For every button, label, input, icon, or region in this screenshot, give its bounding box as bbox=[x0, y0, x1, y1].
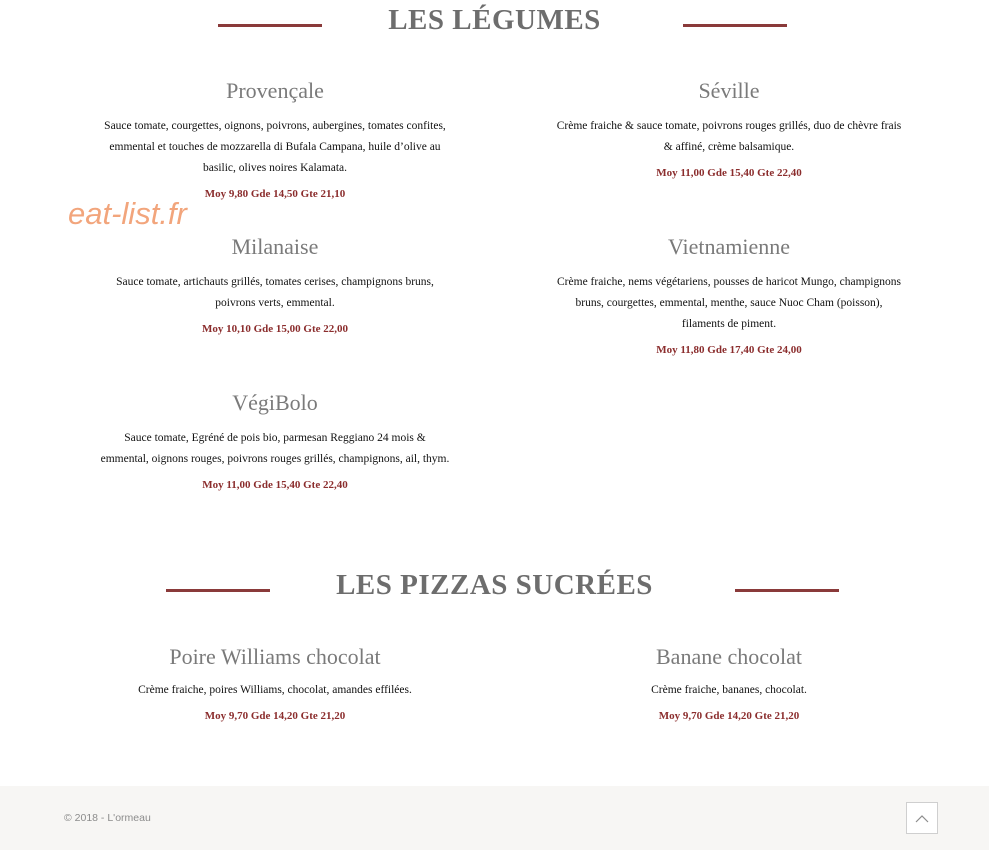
menu-item bbox=[554, 234, 904, 356]
menu-item bbox=[100, 644, 450, 722]
section-heading-pizzas-sucrees bbox=[0, 569, 989, 602]
menu-item bbox=[554, 644, 904, 722]
item-price: Moy 11,00 Gde 15,40 Gte 22,40 bbox=[202, 479, 348, 491]
item-description: Sauce tomate, Egréné de pois bio, parmesan Reggiano 24 mois & emmental, oignons rouges, poivrons rouges grillés, champignons, ail, thym. bbox=[100, 432, 450, 465]
item-description: Crème fraiche & sauce tomate, poivrons rouges grillés, duo de chèvre frais & affiné, crème balsamique. bbox=[556, 120, 902, 153]
menu-item bbox=[100, 234, 450, 335]
item-price: Moy 9,80 Gde 14,50 Gte 21,10 bbox=[204, 188, 346, 200]
item-name: Banane chocolat bbox=[656, 644, 802, 669]
scroll-to-top-button[interactable] bbox=[906, 802, 938, 834]
watermark-logo: eat-list.fr bbox=[68, 196, 187, 231]
item-description: Crème fraiche, poires Williams, chocolat, amandes effilées. bbox=[138, 684, 412, 696]
copyright-text: © 2018 - L'ormeau bbox=[64, 812, 151, 824]
chevron-up-icon bbox=[915, 814, 929, 823]
menu-item bbox=[100, 78, 450, 200]
section-title: LES LÉGUMES bbox=[388, 4, 601, 36]
item-price: Moy 9,70 Gde 14,20 Gte 21,20 bbox=[658, 710, 800, 722]
item-name: Vietnamienne bbox=[667, 234, 791, 259]
item-name: Poire Williams chocolat bbox=[169, 644, 381, 669]
section-heading-legumes bbox=[0, 4, 989, 37]
site-footer bbox=[0, 786, 989, 850]
item-price: Moy 9,70 Gde 14,20 Gte 21,20 bbox=[204, 710, 346, 722]
section-title: LES PIZZAS SUCRÉES bbox=[336, 569, 653, 601]
item-name: VégiBolo bbox=[232, 390, 318, 415]
item-name: Séville bbox=[698, 78, 760, 103]
menu-item bbox=[100, 390, 450, 491]
item-name: Provençale bbox=[226, 78, 324, 103]
item-description: Crème fraiche, nems végétariens, pousses de haricot Mungo, champignons bruns, courgettes, emmental, menthe, sauce Nuoc Cham (poisson), filaments de piment. bbox=[557, 276, 901, 330]
item-price: Moy 11,00 Gde 15,40 Gte 22,40 bbox=[656, 167, 802, 179]
item-price: Moy 11,80 Gde 17,40 Gte 24,00 bbox=[656, 344, 802, 356]
item-description: Sauce tomate, courgettes, oignons, poivrons, aubergines, tomates confites, emmental et touches de mozzarella di Bufala Campana, huile d’olive au basilic, olives noires Kalamata. bbox=[104, 120, 446, 174]
item-name: Milanaise bbox=[231, 234, 319, 259]
menu-item bbox=[554, 78, 904, 179]
item-description: Crème fraiche, bananes, chocolat. bbox=[651, 684, 807, 696]
item-description: Sauce tomate, artichauts grillés, tomates cerises, champignons bruns, poivrons verts, emmental. bbox=[116, 276, 434, 309]
item-price: Moy 10,10 Gde 15,00 Gte 22,00 bbox=[201, 323, 349, 335]
